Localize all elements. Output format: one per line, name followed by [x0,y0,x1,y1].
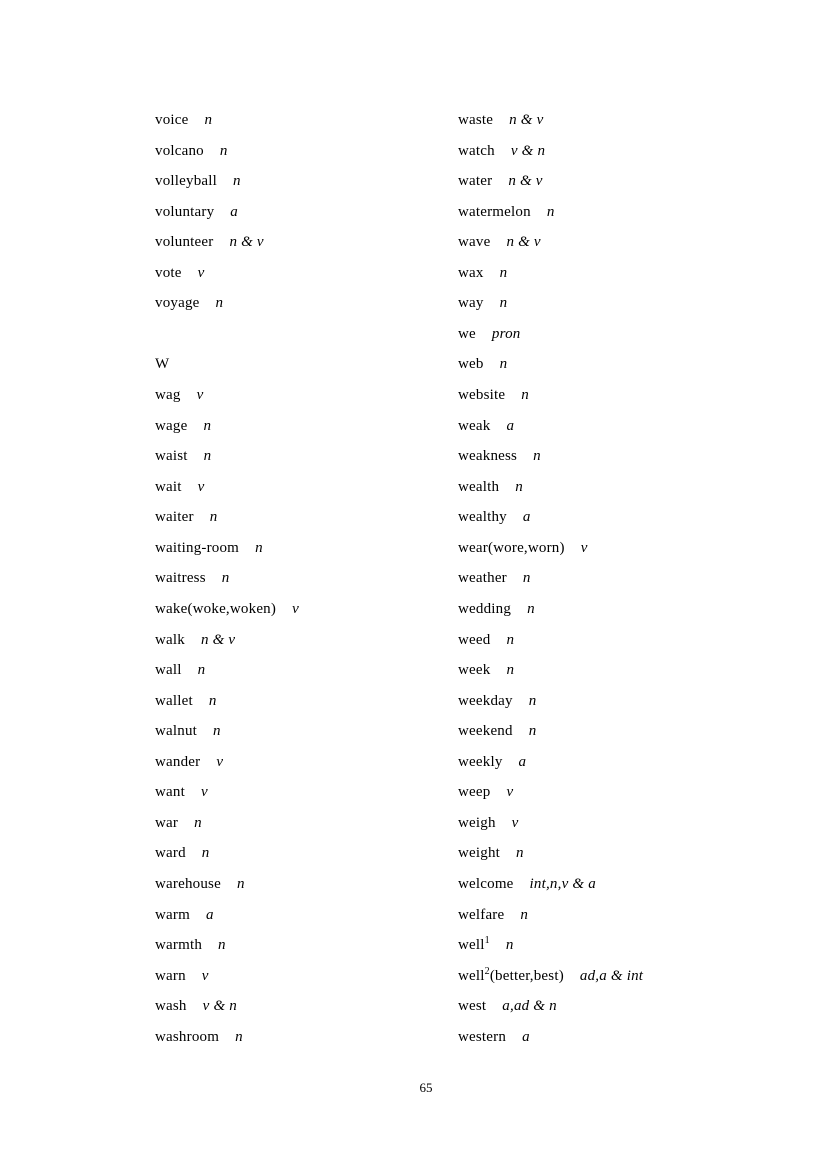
word-entry [155,869,299,900]
entry-word: wait [155,478,182,495]
part-of-speech-label: n [506,662,515,679]
part-of-speech-label: v [200,784,208,801]
part-of-speech-label: n [204,111,213,128]
entry-word: wag [155,387,181,404]
part-of-speech-label: n & v [200,631,236,648]
part-of-speech-label: a [518,753,527,770]
word-entry [155,472,299,503]
word-entry [155,839,299,870]
word-entry [155,564,299,595]
homograph-superscript: 1 [484,935,490,947]
word-entry [155,166,299,197]
word-entry [458,289,643,320]
part-of-speech-label: ad,a & int [579,967,644,984]
entry-word: weakness [458,448,518,465]
entry-word: weekday [458,692,513,709]
part-of-speech-label: n [255,539,263,556]
part-of-speech-label: n [499,264,508,281]
part-of-speech-label: n [521,387,529,404]
entry-word: water [458,173,493,190]
word-entry [458,625,643,656]
entry-word: welcome [458,876,514,893]
word-entry [155,105,299,136]
word-entry [458,227,643,258]
entry-word: volleyball [155,173,217,190]
entry-word: waiting-room [155,539,240,556]
word-entry [458,166,643,197]
word-entry [155,380,299,411]
entry-word: warn [155,967,186,984]
part-of-speech-label: v [511,814,519,831]
word-entry [155,441,299,472]
part-of-speech-label: n [209,509,218,526]
part-of-speech-label: v & n [202,998,237,1015]
word-entry [155,686,299,717]
entry-word: voluntary [155,203,215,220]
part-of-speech-label: n [499,356,508,373]
part-of-speech-label: v [196,387,204,404]
entry-word: wave [458,234,491,251]
section-header [155,350,299,381]
part-of-speech-label: n [533,448,541,465]
word-entry [458,503,643,534]
entry-word: wear(wore,worn) [458,539,565,556]
word-entry [458,839,643,870]
word-entry [458,105,643,136]
entry-word: walk [155,631,185,648]
word-entry [155,1022,299,1053]
entry-word: wage [155,417,188,434]
entry-word: waitress [155,570,206,587]
part-of-speech-label: n [515,478,523,495]
entry-word: waist [155,448,188,465]
part-of-speech-label: n [236,876,245,893]
word-entry [155,930,299,961]
entry-word: ward [155,845,186,862]
word-entry [155,900,299,931]
part-of-speech-label: v [216,753,224,770]
word-entry [155,747,299,778]
entry-word: wake(woke,woken) [155,600,277,617]
entry-word: weekend [458,723,513,740]
entry-word: warehouse [155,876,221,893]
entry-word: weed [458,631,491,648]
part-of-speech-label: int,n,v & a [529,876,596,893]
word-list-column-right [458,105,643,1052]
part-of-speech-label: v [197,264,205,281]
entry-word: want [155,784,185,801]
part-of-speech-label: v [580,539,588,556]
part-of-speech-label: n [203,448,212,465]
entry-word: war [155,814,179,831]
part-of-speech-label: v & n [510,142,546,159]
part-of-speech-label: n [197,662,206,679]
entry-word: warm [155,906,190,923]
part-of-speech-label: a [205,906,214,923]
part-of-speech-label: n [201,845,210,862]
part-of-speech-label: n [221,570,230,587]
word-entry [458,808,643,839]
entry-word: web [458,356,484,373]
entry-word: way [458,295,484,312]
part-of-speech-label: n [516,845,524,862]
entry-word: wealth [458,478,500,495]
word-entry [458,869,643,900]
entry-word: wax [458,264,484,281]
word-entry [458,655,643,686]
part-of-speech-label: n & v [229,234,264,251]
part-of-speech-label: v [506,784,514,801]
word-entry [155,961,299,992]
entry-word: website [458,387,506,404]
entry-word: watch [458,142,495,159]
part-of-speech-label: n [219,142,228,159]
part-of-speech-label: n [546,203,555,220]
word-entry [458,930,643,961]
word-entry [458,686,643,717]
entry-word: waiter [155,509,194,526]
word-entry [155,808,299,839]
word-entry [155,594,299,625]
word-entry [458,747,643,778]
entry-word: welfare [458,906,505,923]
part-of-speech-label: n [235,1028,243,1045]
word-list-column-left [155,105,299,1052]
part-of-speech-label: n [527,600,535,617]
entry-word: wander [155,753,201,770]
part-of-speech-label: pron [491,325,521,342]
word-entry [458,136,643,167]
homograph-superscript: 2 [484,965,490,977]
part-of-speech-label: n [233,173,241,190]
entry-word: voice [155,111,189,128]
part-of-speech-label: n [506,631,515,648]
word-entry [155,778,299,809]
word-entry [155,503,299,534]
word-entry [155,625,299,656]
part-of-speech-label: a,ad & n [502,998,557,1015]
part-of-speech-label: n [499,295,508,312]
part-of-speech-label: n [215,295,224,312]
word-entry [155,655,299,686]
word-entry [155,992,299,1023]
entry-word: voyage [155,295,200,312]
blank-row [155,319,299,350]
entry-word: weather [458,570,507,587]
entry-word: wallet [155,692,193,709]
entry-word: weekly [458,753,503,770]
word-entry [155,136,299,167]
word-entry [458,258,643,289]
word-entry [458,533,643,564]
part-of-speech-label: n [520,906,529,923]
entry-word: washroom [155,1028,220,1045]
word-entry [458,350,643,381]
entry-word: warmth [155,937,203,954]
entry-word: weak [458,417,491,434]
word-entry [155,227,299,258]
word-entry [155,197,299,228]
entry-word: volcano [155,142,204,159]
word-entry [458,961,643,992]
word-entry [458,319,643,350]
entry-word: waste [458,111,494,128]
entry-word: well$^2$(better,best) [458,965,564,984]
part-of-speech-label: n [528,692,537,709]
part-of-speech-label: n [522,570,531,587]
entry-word: watermelon [458,203,531,220]
word-entry [155,289,299,320]
entry-word: we [458,325,476,342]
part-of-speech-label: n [218,937,226,954]
entry-word: wash [155,998,187,1015]
part-of-speech-label: a [522,509,531,526]
entry-word: wealthy [458,509,507,526]
word-entry [458,441,643,472]
part-of-speech-label: v [201,967,209,984]
word-entry [155,716,299,747]
word-entry [458,900,643,931]
word-entry [458,594,643,625]
entry-word: west [458,998,487,1015]
page-number: 65 [419,1080,433,1095]
word-entry [458,716,643,747]
word-entry [458,992,643,1023]
entry-word: weep [458,784,491,801]
entry-word: vote [155,264,182,281]
part-of-speech-label: n [194,814,202,831]
part-of-speech-label: n & v [509,111,544,128]
part-of-speech-label: a [506,417,515,434]
part-of-speech-label: n [505,937,514,954]
word-entry [458,380,643,411]
entry-word: week [458,662,491,679]
word-entry [458,472,643,503]
word-entry [155,258,299,289]
word-entry [458,564,643,595]
word-entry [458,778,643,809]
entry-word: wall [155,662,182,679]
part-of-speech-label: v [292,600,299,617]
part-of-speech-label: a [522,1028,530,1045]
part-of-speech-label: v [197,478,205,495]
part-of-speech-label: n & v [506,234,541,251]
entry-word: volunteer [155,234,214,251]
word-entry [458,1022,643,1053]
entry-word: well$^1$ [458,935,490,954]
entry-word: weight [458,845,501,862]
entry-word: walnut [155,723,198,740]
entry-word: western [458,1028,507,1045]
part-of-speech-label: n [528,723,537,740]
part-of-speech-label: n [208,692,217,709]
part-of-speech-label: a [230,203,238,220]
part-of-speech-label: n [203,417,212,434]
word-entry [458,411,643,442]
entry-word: weigh [458,814,496,831]
entry-word: wedding [458,600,512,617]
part-of-speech-label: n [213,723,221,740]
word-entry [458,197,643,228]
word-entry [155,411,299,442]
section-letter: W [155,356,170,373]
word-entry [155,533,299,564]
part-of-speech-label: n & v [508,173,543,190]
